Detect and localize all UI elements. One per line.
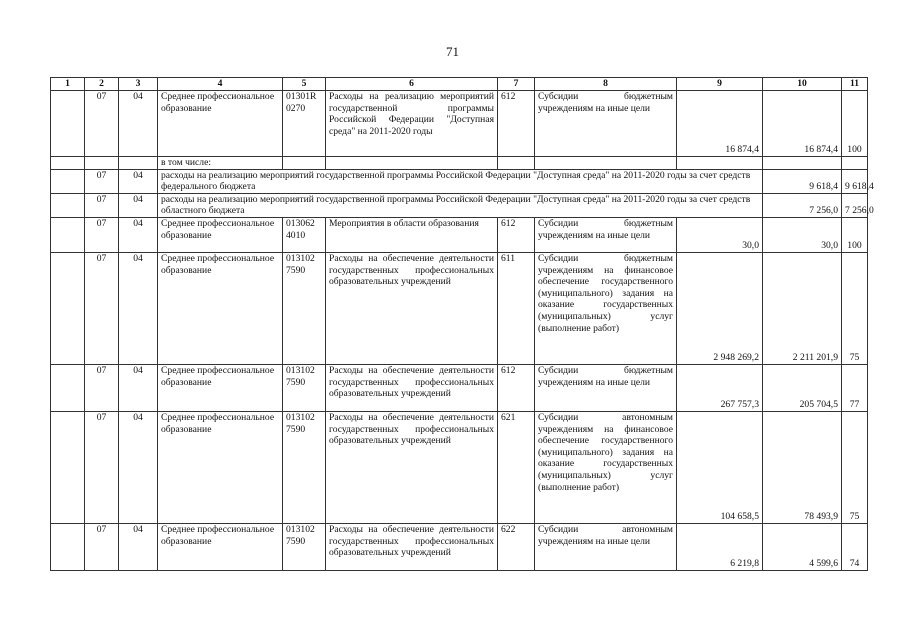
cell-amount-actual: 16 874,4 <box>763 91 842 157</box>
cell-section-name: Среднее профессиональное образование <box>158 411 283 523</box>
cell-expense-type-name: Субсидии автономным учреждениям на иные цели <box>535 523 677 570</box>
cell-section: 07 <box>85 523 119 570</box>
cell-subsection: 04 <box>119 169 158 193</box>
cell-section-name: Среднее профессиональное образование <box>158 91 283 157</box>
column-header: 10 <box>763 78 842 91</box>
cell-amount-plan: 9 618,4 <box>763 169 842 193</box>
cell-detail-text: расходы на реализацию мероприятий государственной программы Российской Федерации "Доступная среда" на 2011-2020 годы за счет средств областного бюджета <box>158 193 763 217</box>
cell-amount-actual: 9 618,4 <box>842 169 868 193</box>
cell-amount-actual: 205 704,5 <box>763 364 842 411</box>
cell-target-code: 013102 7590 <box>283 523 326 570</box>
cell-col1 <box>51 157 85 170</box>
cell-amount-plan: 2 948 269,2 <box>677 252 763 364</box>
cell-expense-type-name: Субсидии бюджетным учреждениям на иные цели <box>535 364 677 411</box>
cell-section-name: Среднее профессиональное образование <box>158 217 283 252</box>
cell-amount-actual: 2 211 201,9 <box>763 252 842 364</box>
cell-amount-plan: 267 757,3 <box>677 364 763 411</box>
cell-percent: 74 <box>842 523 868 570</box>
cell-section-name: Среднее профессиональное образование <box>158 523 283 570</box>
cell-target-code <box>283 157 326 170</box>
cell-section: 07 <box>85 364 119 411</box>
cell-including-label: в том числе: <box>158 157 283 170</box>
cell-percent: 100 <box>842 217 868 252</box>
cell-expense-name: Мероприятия в области образования <box>326 217 498 252</box>
cell-subsection: 04 <box>119 217 158 252</box>
cell-col1 <box>51 523 85 570</box>
page-number: 71 <box>446 44 459 59</box>
column-header: 4 <box>158 78 283 91</box>
cell-section: 07 <box>85 91 119 157</box>
cell-target-code: 013062 4010 <box>283 217 326 252</box>
cell-expense-type: 612 <box>498 217 535 252</box>
cell-expense-type-name: Субсидии бюджетным учреждениям на иные цели <box>535 91 677 157</box>
column-header: 9 <box>677 78 763 91</box>
cell-subsection: 04 <box>119 252 158 364</box>
cell-target-code: 01301R 0270 <box>283 91 326 157</box>
cell-expense-name: Расходы на обеспечение деятельности государственных профессиональных образовательных учреждений <box>326 364 498 411</box>
table-row <box>51 523 868 570</box>
cell-amount-actual: 78 493,9 <box>763 411 842 523</box>
table-row <box>51 193 868 217</box>
cell-percent: 75 <box>842 252 868 364</box>
cell-amount-plan <box>677 157 763 170</box>
cell-col1 <box>51 411 85 523</box>
table-row <box>51 252 868 364</box>
table-row <box>51 157 868 170</box>
column-header: 7 <box>498 78 535 91</box>
column-header: 2 <box>85 78 119 91</box>
cell-section: 07 <box>85 169 119 193</box>
table-row <box>51 91 868 157</box>
cell-expense-type-name <box>535 157 677 170</box>
cell-expense-type: 621 <box>498 411 535 523</box>
cell-section-name: Среднее профессиональное образование <box>158 364 283 411</box>
cell-col1 <box>51 364 85 411</box>
column-header: 6 <box>326 78 498 91</box>
cell-amount-actual <box>763 157 842 170</box>
cell-amount-plan: 16 874,4 <box>677 91 763 157</box>
cell-percent: 75 <box>842 411 868 523</box>
cell-subsection <box>119 157 158 170</box>
column-header: 11 <box>842 78 868 91</box>
cell-amount-plan: 7 256,0 <box>763 193 842 217</box>
cell-expense-type-name: Субсидии бюджетным учреждениям на иные цели <box>535 217 677 252</box>
cell-subsection: 04 <box>119 193 158 217</box>
table-row <box>51 217 868 252</box>
cell-subsection: 04 <box>119 91 158 157</box>
table-row <box>51 169 868 193</box>
cell-section-name: Среднее профессиональное образование <box>158 252 283 364</box>
cell-expense-type: 611 <box>498 252 535 364</box>
cell-expense-type-name: Субсидии бюджетным учреждениям на финансовое обеспечение государственного (муниципального) задания на оказание государственных (муниципальных) услуг (выполнение работ) <box>535 252 677 364</box>
cell-amount-actual: 4 599,6 <box>763 523 842 570</box>
cell-expense-type-name: Субсидии автономным учреждениям на финансовое обеспечение государственного (муниципального) задания на оказание государственных (муниципальных) услуг (выполнение работ) <box>535 411 677 523</box>
cell-col1 <box>51 217 85 252</box>
cell-target-code: 013102 7590 <box>283 252 326 364</box>
cell-section: 07 <box>85 193 119 217</box>
cell-subsection: 04 <box>119 411 158 523</box>
cell-subsection: 04 <box>119 364 158 411</box>
column-header: 5 <box>283 78 326 91</box>
cell-amount-plan: 104 658,5 <box>677 411 763 523</box>
column-header: 1 <box>51 78 85 91</box>
cell-col1 <box>51 169 85 193</box>
cell-expense-name: Расходы на обеспечение деятельности государственных профессиональных образовательных учреждений <box>326 411 498 523</box>
cell-target-code: 013102 7590 <box>283 411 326 523</box>
table-row <box>51 364 868 411</box>
cell-amount-actual: 30,0 <box>763 217 842 252</box>
cell-col1 <box>51 91 85 157</box>
cell-col1 <box>51 193 85 217</box>
cell-col1 <box>51 252 85 364</box>
cell-expense-name: Расходы на реализацию мероприятий государственной программы Российской Федерации "Доступная среда" на 2011-2020 годы <box>326 91 498 157</box>
cell-amount-plan: 6 219,8 <box>677 523 763 570</box>
cell-expense-name: Расходы на обеспечение деятельности государственных профессиональных образовательных учреждений <box>326 252 498 364</box>
cell-section: 07 <box>85 252 119 364</box>
cell-target-code: 013102 7590 <box>283 364 326 411</box>
cell-amount-plan: 30,0 <box>677 217 763 252</box>
cell-amount-actual: 7 256,0 <box>842 193 868 217</box>
column-header: 3 <box>119 78 158 91</box>
column-header: 8 <box>535 78 677 91</box>
cell-expense-type: 612 <box>498 364 535 411</box>
table-row <box>51 411 868 523</box>
cell-expense-type: 622 <box>498 523 535 570</box>
cell-percent: 77 <box>842 364 868 411</box>
cell-section <box>85 157 119 170</box>
cell-expense-name: Расходы на обеспечение деятельности государственных профессиональных образовательных учреждений <box>326 523 498 570</box>
budget-table <box>50 77 874 571</box>
cell-section: 07 <box>85 411 119 523</box>
cell-percent: 100 <box>842 91 868 157</box>
cell-expense-type: 612 <box>498 91 535 157</box>
header-row <box>51 78 868 91</box>
cell-expense-name <box>326 157 498 170</box>
cell-subsection: 04 <box>119 523 158 570</box>
cell-section: 07 <box>85 217 119 252</box>
cell-expense-type <box>498 157 535 170</box>
cell-detail-text: расходы на реализацию мероприятий государственной программы Российской Федерации "Доступная среда" на 2011-2020 годы за счет средств федерального бюджета <box>158 169 763 193</box>
cell-percent <box>842 157 868 170</box>
